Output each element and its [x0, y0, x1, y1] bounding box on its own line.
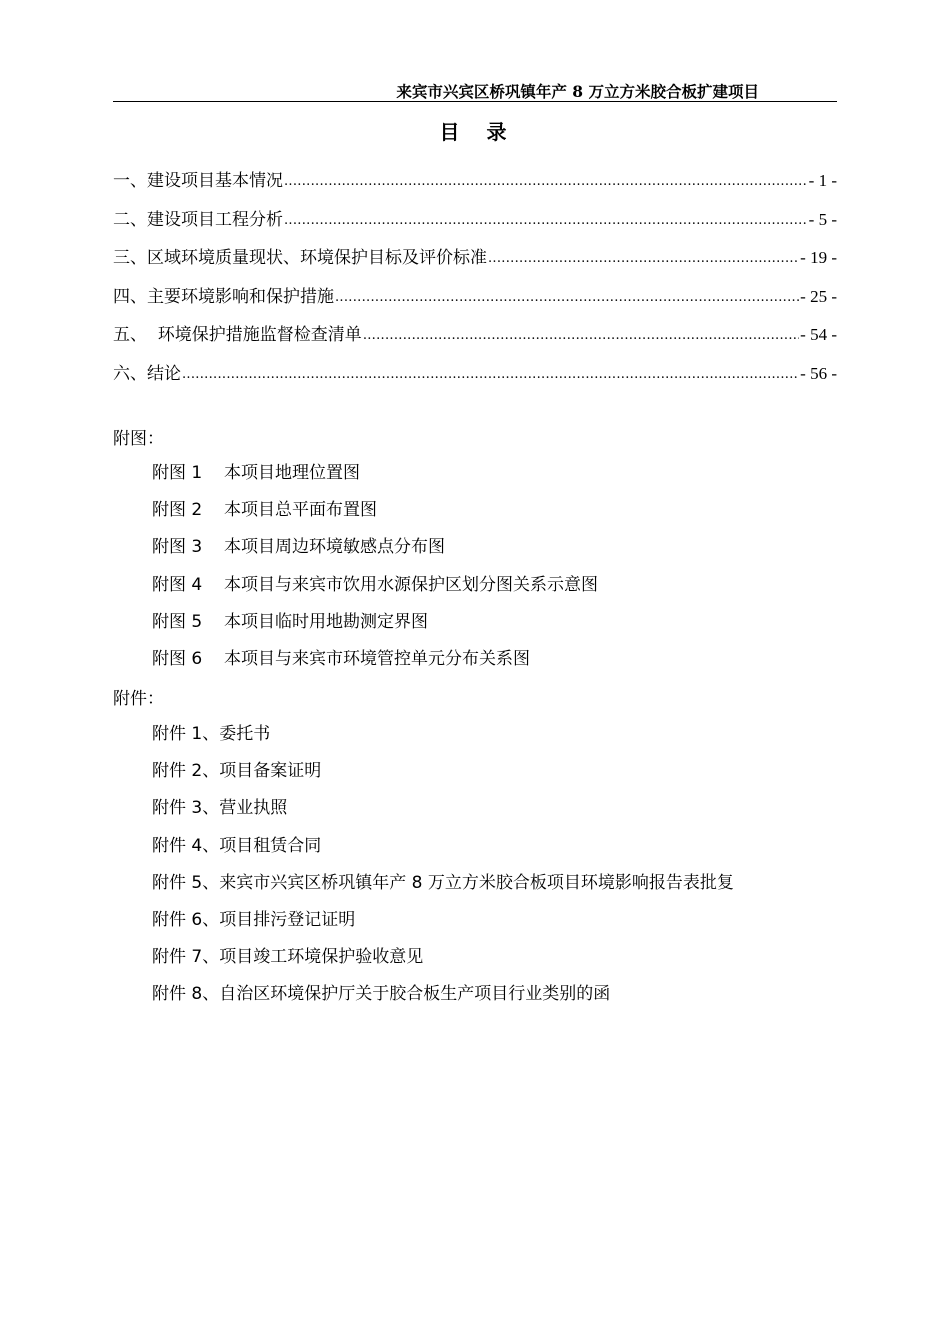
list-item — [152, 572, 852, 609]
header-project-title: 来宾市兴宾区桥巩镇年产 8 万立方米胶合板扩建项目 — [396, 82, 759, 101]
list-item: 附件 2、项目备案证明 — [152, 761, 322, 782]
list-item: 附件 3、营业执照 — [152, 798, 288, 819]
attachments-list — [152, 721, 852, 1019]
toc-entry-label: 四、主要环境影响和保护措施 — [113, 286, 334, 307]
toc-entry[interactable] — [113, 361, 837, 400]
list-item: 附件 5、来宾市兴宾区桥巩镇年产 8 万立方米胶合板项目环境影响报告表批复 — [152, 872, 734, 893]
figure-number: 附图 4 — [152, 574, 203, 595]
figure-number: 附图 3 — [152, 537, 203, 558]
toc-entry-label: 六、结论 — [113, 363, 181, 384]
figure-title: 本项目周边环境敏感点分布图 — [224, 537, 445, 558]
attachments-heading: 附件： — [113, 689, 164, 709]
list-item — [152, 460, 852, 497]
toc-entry-page: - 25 - — [800, 286, 837, 306]
toc-entry[interactable] — [113, 207, 837, 246]
figures-list — [152, 460, 852, 683]
figure-title: 本项目临时用地勘测定界图 — [224, 611, 428, 632]
toc-entry[interactable] — [113, 284, 837, 323]
figure-number: 附图 2 — [152, 500, 203, 521]
toc-entry-page: - 5 - — [808, 209, 837, 229]
figure-title: 本项目与来宾市环境管控单元分布关系图 — [224, 648, 530, 669]
toc-leader-dots — [488, 246, 799, 272]
toc-leader-dots — [182, 362, 799, 388]
toc-entry[interactable] — [113, 168, 837, 207]
toc-entry-page: - 54 - — [800, 325, 837, 345]
toc-entry-label: 三、区域环境质量现状、环境保护目标及评价标准 — [113, 248, 487, 269]
toc-entry-label: 一、建设项目基本情况 — [113, 171, 283, 191]
figure-title: 本项目地理位置图 — [224, 463, 360, 483]
table-of-contents — [113, 168, 837, 400]
figure-number: 附图 6 — [152, 648, 203, 669]
list-item — [152, 534, 852, 571]
toc-leader-dots — [335, 285, 799, 311]
figures-heading: 附图： — [113, 429, 164, 449]
toc-entry-page: - 1 - — [808, 171, 837, 190]
figure-title: 本项目总平面布置图 — [224, 500, 377, 521]
list-item — [152, 646, 852, 683]
toc-entry-page: - 19 - — [800, 248, 837, 268]
toc-leader-dots — [363, 323, 799, 349]
list-item — [152, 497, 852, 534]
list-item: 附件 4、项目租赁合同 — [152, 835, 322, 856]
figure-number: 附图 1 — [152, 463, 203, 483]
figure-number: 附图 5 — [152, 611, 203, 632]
toc-entry[interactable] — [113, 245, 837, 284]
toc-leader-dots — [284, 208, 808, 234]
list-item: 附件 8、自治区环境保护厅关于胶合板生产项目行业类别的函 — [152, 984, 611, 1005]
list-item: 附件 7、项目竣工环境保护验收意见 — [152, 947, 424, 968]
figure-title: 本项目与来宾市饮用水源保护区划分图关系示意图 — [224, 574, 598, 595]
page-header — [113, 82, 837, 102]
list-item — [152, 609, 852, 646]
toc-entry-label: 二、建设项目工程分析 — [113, 209, 283, 230]
toc-leader-dots — [284, 169, 808, 195]
list-item: 附件 6、项目排污登记证明 — [152, 909, 356, 930]
toc-entry-label: 五、 环境保护措施监督检查清单 — [113, 325, 362, 346]
list-item: 附件 1、委托书 — [152, 724, 271, 744]
toc-entry[interactable] — [113, 322, 837, 361]
toc-title: 目 录 — [439, 120, 517, 144]
toc-entry-page: - 56 - — [800, 363, 837, 383]
